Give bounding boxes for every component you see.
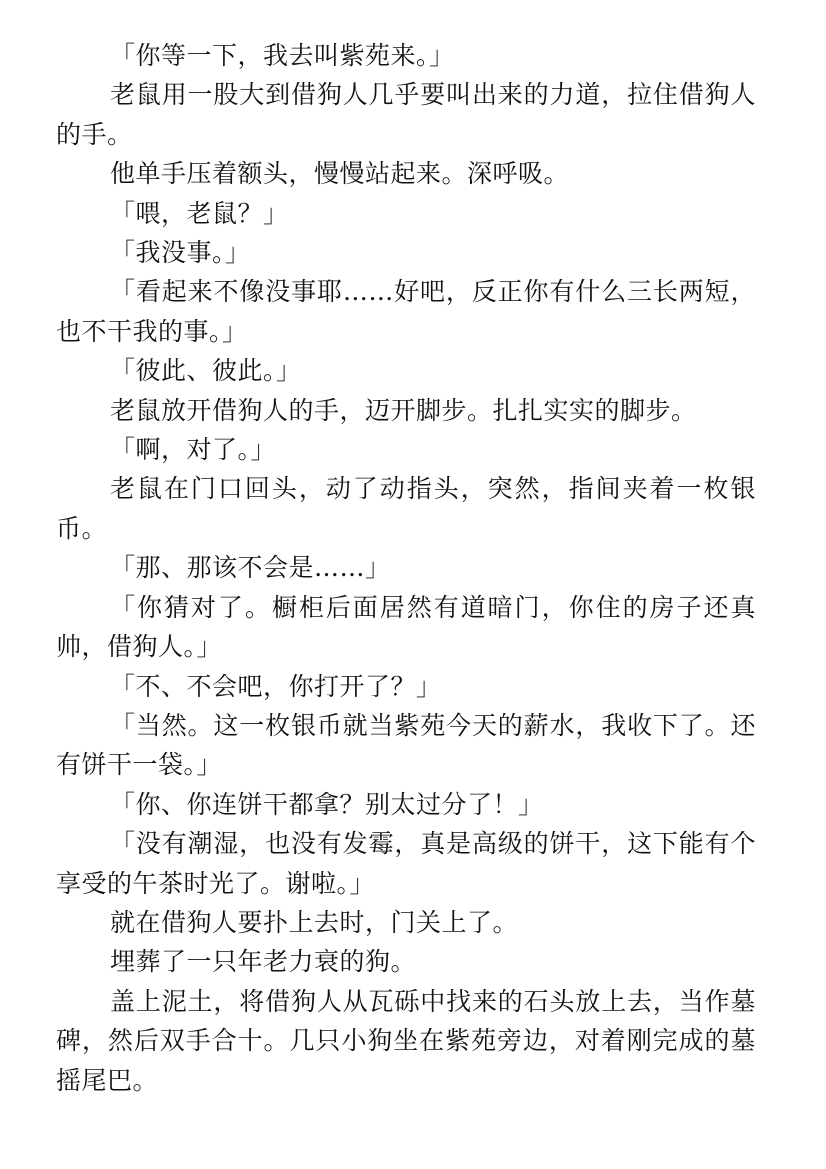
paragraph-8: 老鼠放开借狗人的手，迈开脚步。扎扎实实的脚步。 bbox=[110, 395, 697, 425]
paragraph-6: 「看起来不像没事耶……好吧，反正你有什么三长两短，也不干我的事。」 bbox=[56, 277, 756, 346]
paragraph-12: 「你猜对了。橱柜后面居然有道暗门，你住的房子还真帅，借狗人。」 bbox=[56, 592, 756, 662]
paragraph-11: 「那、那该不会是……」 bbox=[110, 553, 391, 583]
paragraph-15: 「你、你连饼干都拿？别太过分了！」 bbox=[110, 789, 544, 819]
paragraph-4: 「喂，老鼠？」 bbox=[110, 198, 289, 228]
paragraph-16: 「没有潮湿，也没有发霉，真是高级的饼干，这下能有个享受的午茶时光了。谢啦。」 bbox=[56, 829, 756, 898]
paragraph-7: 「彼此、彼此。」 bbox=[110, 356, 302, 386]
paragraph-3: 他单手压着额头，慢慢站起来。深呼吸。 bbox=[110, 159, 570, 189]
book-page bbox=[56, 36, 756, 1100]
paragraph-17: 就在借狗人要扑上去时，门关上了。 bbox=[110, 907, 519, 937]
paragraph-1: 「你等一下，我去叫紫苑来。」 bbox=[110, 41, 455, 70]
paragraph-19: 盖上泥土，将借狗人从瓦砾中找来的石头放上去，当作墓碑，然后双手合十。几只小狗坐在紫苑旁边，对着刚完成的墓摇尾巴。 bbox=[56, 986, 756, 1095]
paragraph-18: 埋葬了一只年老力衰的狗。 bbox=[110, 947, 417, 977]
paragraph-14: 「当然。这一枚银币就当紫苑今天的薪水，我收下了。还有饼干一袋。」 bbox=[56, 710, 756, 780]
paragraph-2: 老鼠用一股大到借狗人几乎要叫出来的力道，拉住借狗人的手。 bbox=[56, 80, 756, 149]
paragraph-13: 「不、不会吧，你打开了？」 bbox=[110, 671, 442, 701]
paragraph-5: 「我没事。」 bbox=[110, 238, 251, 268]
paragraph-9: 「啊，对了。」 bbox=[110, 435, 277, 465]
paragraph-10: 老鼠在门口回头，动了动指头，突然，指间夹着一枚银币。 bbox=[56, 474, 756, 543]
